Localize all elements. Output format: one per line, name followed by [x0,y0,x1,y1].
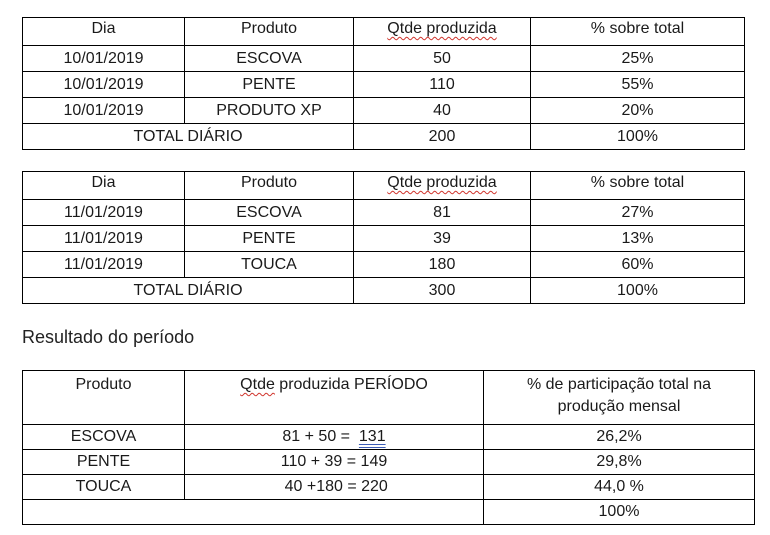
cell-qtde: 40 [354,98,531,124]
table-row [23,98,745,124]
cell-dia: 10/01/2019 [23,46,185,72]
header-qtde-word: Qtde [240,376,275,393]
cell-pct: 26,2% [484,425,755,450]
calc-text: 40 +180 = 220 [280,478,388,495]
cell-pct: 29,8% [484,450,755,475]
calc-text: 81 + 50 = [282,428,359,445]
table-row [23,475,755,500]
total-row [23,124,745,150]
cell-pct: 60% [531,252,745,278]
total-label: TOTAL DIÁRIO [23,124,354,150]
header-dia: Dia [23,172,185,200]
cell-qtde: 39 [354,226,531,252]
cell-produto: PENTE [23,450,185,475]
cell-produto: TOUCA [185,252,354,278]
header-qtde-periodo [185,371,484,425]
calc-text: 110 + 39 = 149 [280,453,388,470]
header-pct: % sobre total [531,18,745,46]
table-row [23,200,745,226]
table-row [23,450,755,475]
section-title: Resultado do período [22,327,195,347]
cell-pct: 27% [531,200,745,226]
cell-produto: TOUCA [23,475,185,500]
total-row [23,500,755,525]
table-row [23,72,745,98]
daily-table-1 [22,17,745,150]
total-row [23,278,745,304]
cell-dia: 11/01/2019 [23,200,185,226]
table-row [23,46,745,72]
cell-calc [185,450,484,475]
header-participacao-line2: produção mensal [557,398,681,415]
table-row [23,425,755,450]
cell-pct: 13% [531,226,745,252]
header-participacao [484,371,755,425]
daily-table-2 [22,171,745,304]
header-qtde-rest: produzida PERÍODO [274,376,428,393]
table-header-row [23,172,745,200]
header-produto: Produto [185,172,354,200]
cell-dia: 10/01/2019 [23,72,185,98]
total-pct: 100% [484,500,755,525]
table-row [23,226,745,252]
cell-dia: 10/01/2019 [23,98,185,124]
cell-calc [185,425,484,450]
header-produto: Produto [23,371,185,425]
header-pct: % sobre total [531,172,745,200]
header-qtde [354,172,531,200]
cell-qtde: 81 [354,200,531,226]
cell-produto: ESCOVA [185,200,354,226]
total-pct: 100% [531,278,745,304]
cell-pct: 25% [531,46,745,72]
table-header-row [23,18,745,46]
header-produto: Produto [185,18,354,46]
total-qtde: 300 [354,278,531,304]
cell-produto: PRODUTO XP [185,98,354,124]
header-qtde-text: Qtde produzida [387,20,497,37]
total-pct: 100% [531,124,745,150]
header-qtde-text: Qtde produzida [387,174,497,191]
cell-pct: 20% [531,98,745,124]
header-qtde [354,18,531,46]
cell-dia: 11/01/2019 [23,252,185,278]
cell-produto: ESCOVA [23,425,185,450]
cell-pct: 44,0 % [484,475,755,500]
cell-pct: 55% [531,72,745,98]
total-empty [23,500,484,525]
cell-produto: PENTE [185,72,354,98]
cell-calc [185,475,484,500]
cell-produto: ESCOVA [185,46,354,72]
cell-qtde: 180 [354,252,531,278]
header-dia: Dia [23,18,185,46]
table-row [23,252,745,278]
cell-produto: PENTE [185,226,354,252]
calc-result: 131 [358,428,386,445]
cell-qtde: 110 [354,72,531,98]
table-header-row [23,371,755,425]
cell-dia: 11/01/2019 [23,226,185,252]
cell-qtde: 50 [354,46,531,72]
header-participacao-line1: % de participação total na [526,376,712,393]
total-label: TOTAL DIÁRIO [23,278,354,304]
period-table [22,370,755,525]
total-qtde: 200 [354,124,531,150]
